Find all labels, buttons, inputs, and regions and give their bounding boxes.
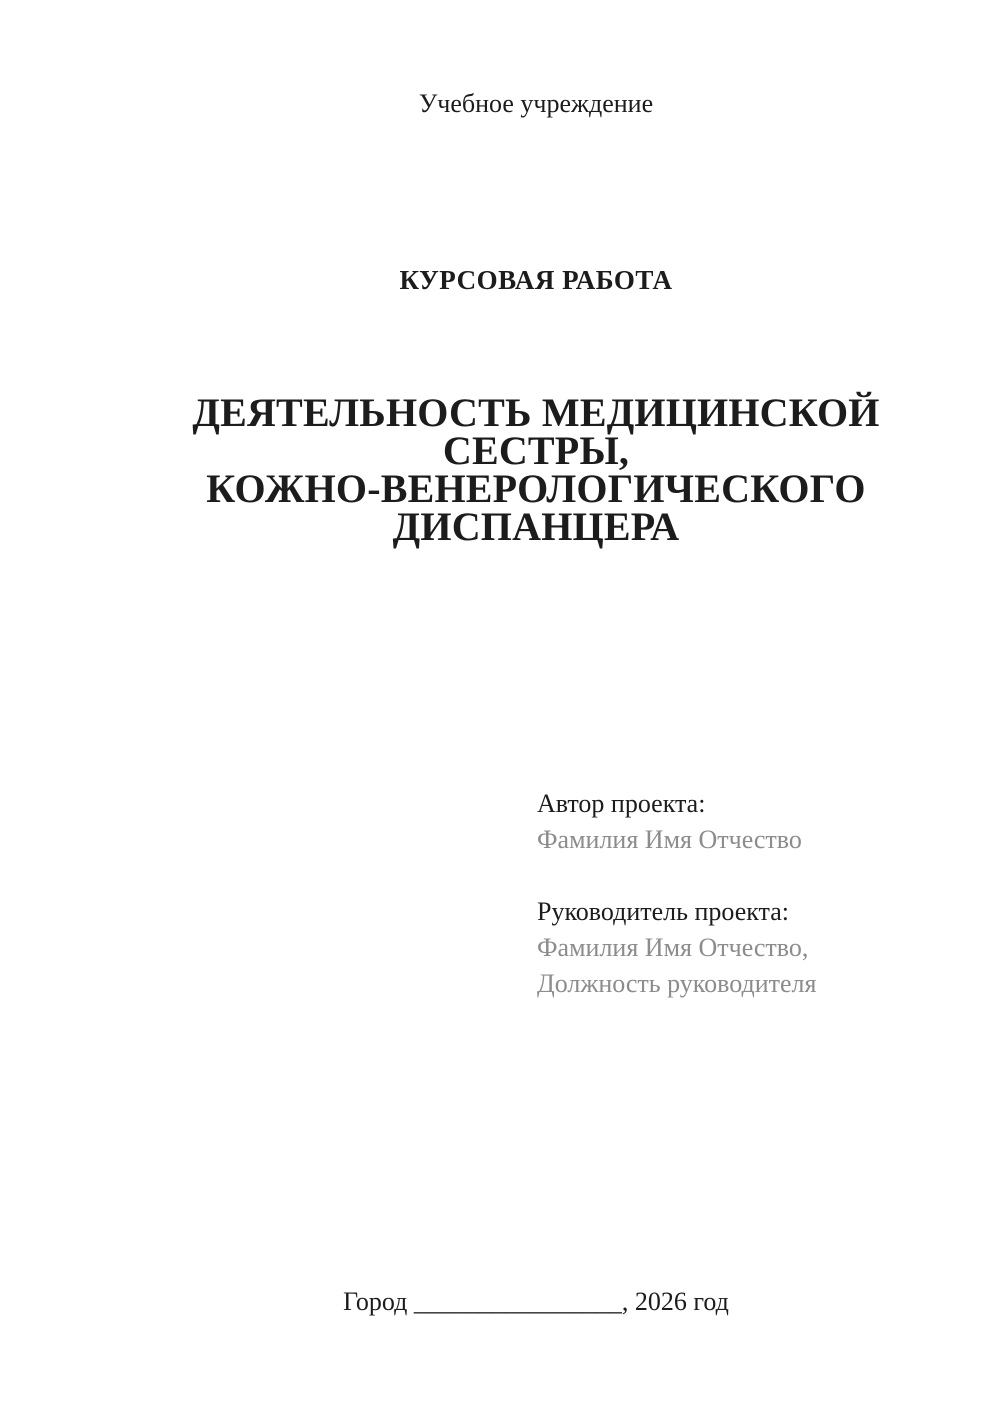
credits-block — [537, 786, 816, 1002]
author-label: Автор проекта: — [537, 789, 706, 818]
author-name-placeholder: Фамилия Имя Отчество — [537, 825, 802, 854]
main-title-line: ДЕЯТЕЛЬНОСТЬ МЕДИЦИНСКОЙ — [192, 390, 880, 435]
city-year-line: Город ________________, 2026 год — [343, 1287, 729, 1316]
main-title-line: КОЖНО-ВЕНЕРОЛОГИЧЕСКОГО — [206, 466, 866, 511]
supervisor-name-placeholder: Фамилия Имя Отчество, — [537, 933, 809, 962]
supervisor-position-placeholder: Должность руководителя — [537, 969, 817, 998]
main-title-line: ДИСПАНЦЕРА — [392, 504, 680, 549]
main-title-line: СЕСТРЫ, — [442, 428, 630, 473]
supervisor-label: Руководитель проекта: — [537, 897, 790, 926]
credits-gap — [537, 858, 816, 894]
main-title — [143, 390, 929, 549]
institution-line: Учебное учреждение — [418, 89, 654, 118]
work-type-heading: КУРСОВАЯ РАБОТА — [399, 265, 673, 295]
